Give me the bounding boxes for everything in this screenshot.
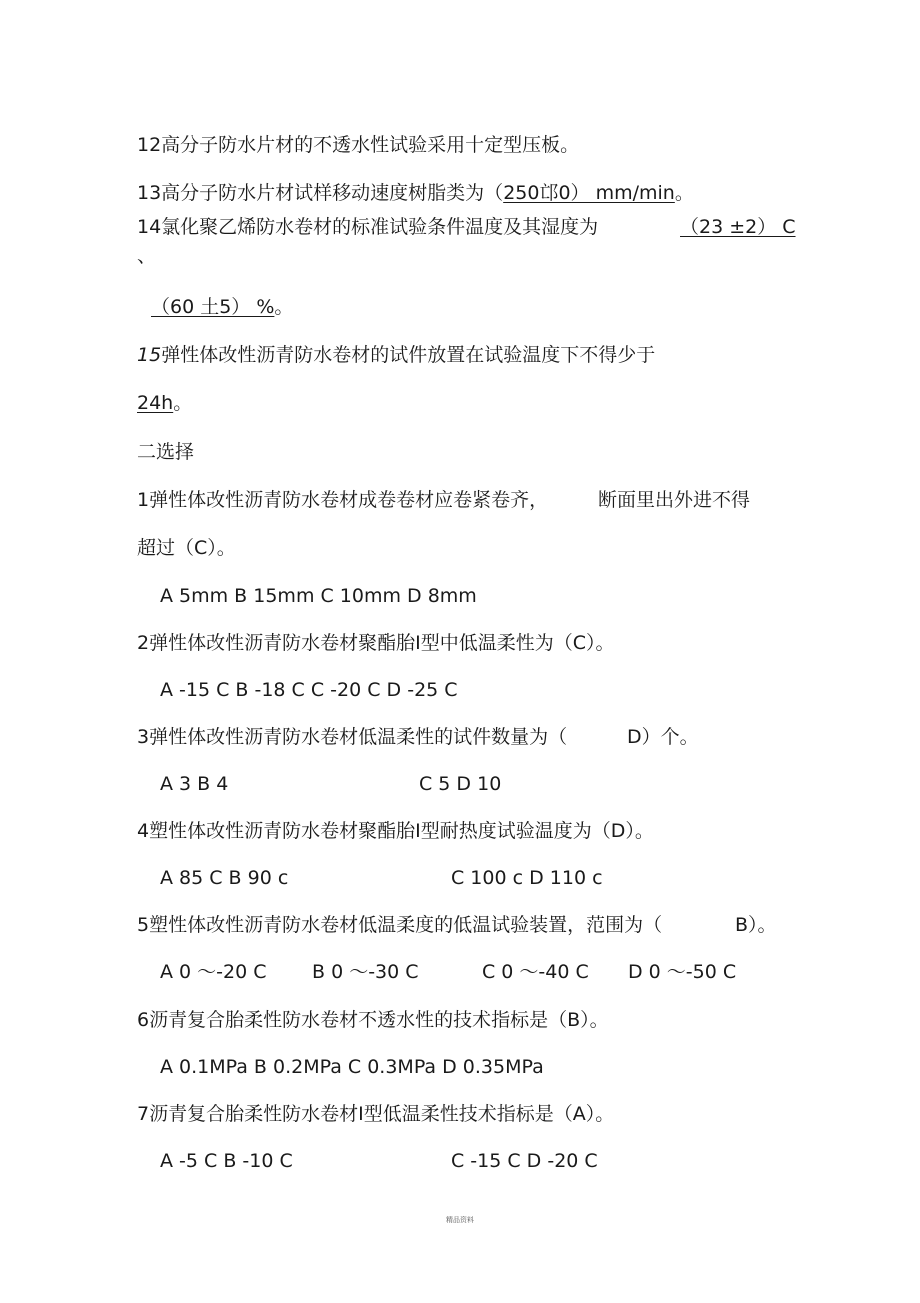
question-15-text: 弹性体改性沥青防水卷材的试件放置在试验温度下不得少于	[161, 344, 656, 366]
question-13-suffix: 。	[674, 182, 694, 204]
choice-1-options: A 5mm B 15mm C 10mm D 8mm	[160, 585, 477, 607]
question-12: 12高分子防水片材的不透水性试验采用十定型压板。	[137, 134, 580, 156]
question-13	[137, 181, 694, 205]
choice-2-options: A -15 C B -18 C C -20 C D -25 C	[160, 679, 458, 701]
choice-3-text-a: 3弹性体改性沥青防水卷材低温柔性的试件数量为（	[137, 726, 568, 748]
question-13-text: 13高分子防水片材试样移动速度树脂类为（	[137, 182, 504, 204]
choice-3-text-b: D）个。	[627, 726, 699, 748]
question-15-suffix: 。	[173, 392, 193, 414]
choice-5-option-a: A 0 〜-20 C	[160, 961, 267, 983]
choice-5-option-d: D 0 〜-50 C	[628, 961, 737, 983]
choice-5-text-b: B）。	[735, 914, 777, 936]
choice-4-options-b: C 100 c D 110 c	[451, 867, 603, 889]
page-footer: 精品资料	[446, 1216, 474, 1224]
question-14-separator: 、	[137, 245, 157, 267]
question-15-answer: 24h	[137, 392, 174, 414]
question-15-number: 15	[137, 344, 162, 366]
choice-1-text-c: 超过（C）。	[137, 537, 236, 559]
choice-6-text: 6沥青复合胎柔性防水卷材不透水性的技术指标是（B）。	[137, 1009, 609, 1031]
question-14-suffix: 。	[274, 296, 294, 318]
question-15	[137, 343, 655, 367]
choice-5-option-c: C 0 〜-40 C	[482, 961, 589, 983]
choice-3-options-a: A 3 B 4	[160, 773, 229, 795]
choice-1-text-a: 1弹性体改性沥青防水卷材成卷卷材应卷紧卷齐，	[137, 489, 549, 511]
choice-7-text: 7沥青复合胎柔性防水卷材I型低温柔性技术指标是（A）。	[137, 1103, 615, 1125]
question-14-answer-temp: （23 ±2） C	[680, 216, 796, 238]
choice-1-text-b: 断面里出外进不得	[598, 489, 751, 511]
question-15-answer-line	[137, 391, 192, 415]
choice-6-options: A 0.1MPa B 0.2MPa C 0.3MPa D 0.35MPa	[160, 1056, 544, 1078]
choice-2-text: 2弹性体改性沥青防水卷材聚酯胎I型中低温柔性为（C）。	[137, 632, 615, 654]
question-13-answer: 250邙0） mm/min	[503, 182, 675, 204]
choice-3-options-b: C 5 D 10	[419, 773, 502, 795]
choice-4-options-a: A 85 C B 90 c	[160, 867, 289, 889]
choice-7-options-a: A -5 C B -10 C	[160, 1150, 293, 1172]
choice-4-text: 4塑性体改性沥青防水卷材聚酯胎I型耐热度试验温度为（D）。	[137, 820, 654, 842]
choice-5-option-b: B 0 〜-30 C	[312, 961, 419, 983]
choice-5-text-a: 5塑性体改性沥青防水卷材低温柔度的低温试验装置，范围为（	[137, 914, 663, 936]
choice-7-options-b: C -15 C D -20 C	[451, 1150, 598, 1172]
question-14-answer-humidity: （60 土5） %	[151, 296, 275, 318]
section-title-choice: 二选择	[137, 441, 195, 463]
question-14-humidity	[151, 295, 293, 319]
question-14-text: 14氯化聚乙烯防水卷材的标准试验条件温度及其湿度为	[137, 216, 599, 238]
